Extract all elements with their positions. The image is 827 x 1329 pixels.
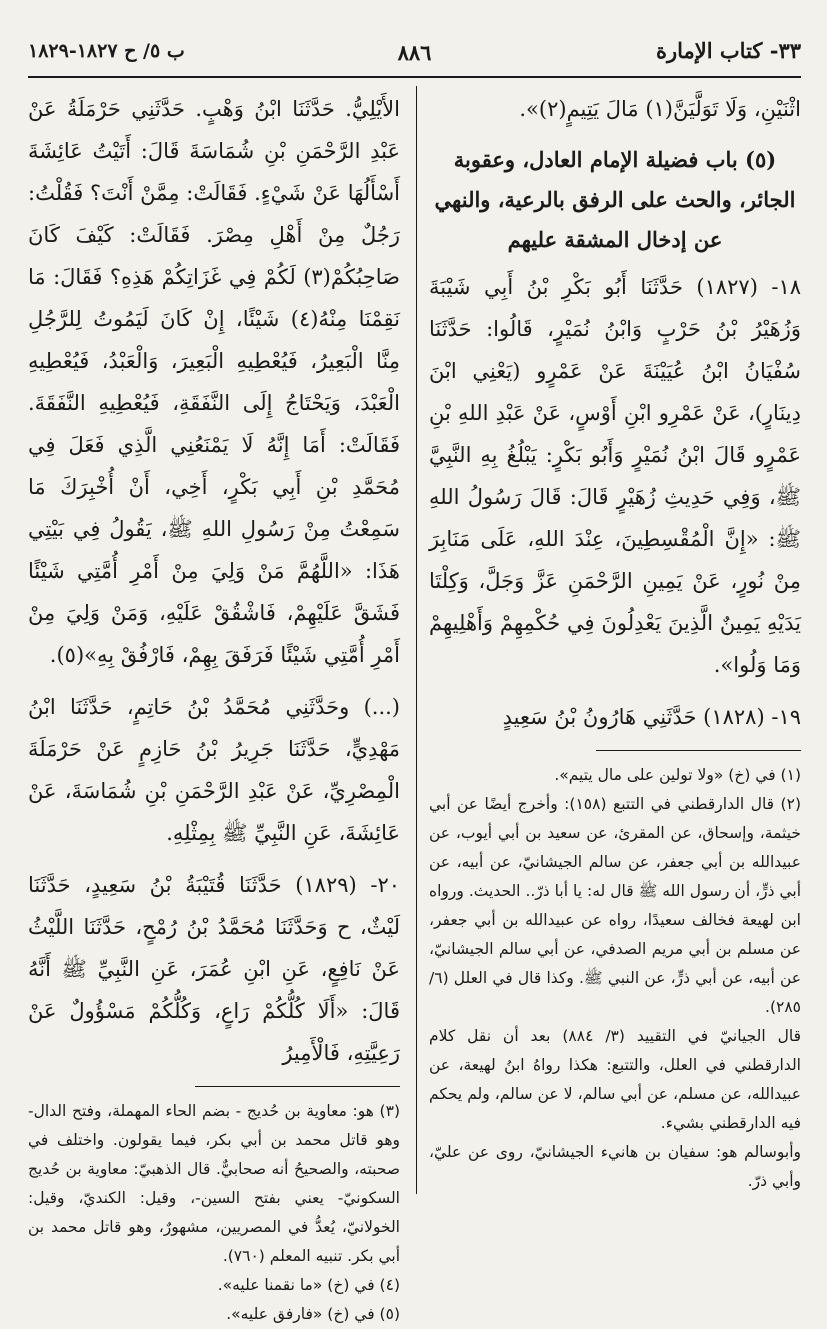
hadith-1827: ١٨- (١٨٢٧) حَدَّثَنَا أَبُو بَكْرِ بْنُ أَبِي شَيْبَةَ وَزُهَيْرُ بْنُ حَرْبٍ وَابْنُ نُمَيْرٍ، قَالُوا: حَدَّثَنَا سُفْيَانُ ابْنُ عُيَيْنَةَ عَنْ عَمْرٍو (يَعْنِي ابْنَ دِينَارٍ)، عَنْ عَمْرِو ابْنِ أَوْسٍ، عَنْ عَبْدِ اللهِ بْنِ عَمْرٍو قَالَ ابْنُ نُمَيْرٍ وَأَبُو بَكْرٍ: يَبْلُغُ بِهِ النَّبِيَّ ﷺ، وَفِي حَدِيثِ زُهَيْرٍ قَالَ: قَالَ رَسُولُ اللهِ ﷺ: «إِنَّ الْمُقْسِطِينَ، عِنْدَ اللهِ، عَلَى مَنَابِرَ مِنْ نُورٍ، عَنْ يَمِينِ الرَّحْمَنِ عَزَّ وَجَلَّ، وَكِلْتَا يَدَيْهِ يَمِينٌ الَّذِينَ يَعْدِلُونَ فِي حُكْمِهِمْ وَأَهْلِيهِمْ وَمَا وَلُوا». bbox=[429, 275, 801, 677]
page-header bbox=[28, 38, 801, 74]
hadith-1828-start: ١٩- (١٨٢٨) حَدَّثَنِي هَارُونُ بْنُ سَعِيدٍ bbox=[502, 705, 801, 729]
chapter-title: ٣٣- كتاب الإمارة bbox=[655, 38, 801, 63]
footnote-5: (٥) في (خ) «فارفق عليه». bbox=[226, 1305, 400, 1323]
hadith-1828-variant: (...) وحَدَّثَنِي مُحَمَّدُ بْنُ حَاتِمٍ، حَدَّثَنَا ابْنُ مَهْدِيٍّ، حَدَّثَنَا جَرِيرُ بْنُ حَازِمٍ عَنْ حَرْمَلَةَ الْمِصْرِيِّ، عَنْ عَبْدِ الرَّحْمَنِ بْنِ شُمَاسَةَ، عَنْ عَائِشَةَ، عَنِ النَّبِيِّ ﷺ بِمِثْلِهِ. bbox=[28, 695, 400, 845]
chapter-heading: (٥) باب فضيلة الإمام العادل، وعقوبة الجائر، والحث على الرفق بالرعية، والنهي عن إدخال المشقة عليهم bbox=[434, 147, 796, 252]
header-divider bbox=[28, 76, 801, 78]
footnote-3: (٣) هو: معاوية بن حُديج - بضم الحاء المهملة، وفتح الدال- وهو قاتل محمد بن أبي بكر، فيما يقولون. واختلف في صحبته، والصحيحُ أنه صحابيٌّ. قال الذهبيّ: معاوية بن حُديج السكونيّ- يعني بفتح السين-، وقيل: الكنديّ، وقيل: الخولانيّ، يُعدُّ في المصريين، مشهورٌ، وهو قاتل محمد بن أبي بكر. تنبيه المعلم (٧٦٠). bbox=[28, 1102, 400, 1265]
footnote-divider bbox=[195, 1086, 400, 1087]
page-number: ٨٨٦ bbox=[397, 40, 432, 65]
hadith-1829-start: ٢٠- (١٨٢٩) حَدَّثَنَا قُتَيْبَةُ بْنُ سَعِيدٍ، حَدَّثَنَا لَيْثٌ، ح وَحَدَّثَنَا مُحَمَّدُ بْنُ رُمْحٍ، حَدَّثَنَا اللَّيْثُ عَنْ نَافِعٍ، عَنِ ابْنِ عُمَرَ، عَنِ النَّبِيِّ ﷺ أَنَّهُ قَالَ: «أَلَا كُلُّكُمْ رَاعٍ، وَكُلُّكُمْ مَسْؤُولٌ عَنْ رَعِيَّتِهِ، فَالْأَمِيرُ bbox=[28, 873, 400, 1065]
footnote-2-cont-b: وأبوسالم هو: سفيان بن هانيء الجيشانيّ، روى عن عليّ، وأبي ذرّ. bbox=[429, 1143, 801, 1190]
hadith-range: ب ٥/ ح ١٨٢٧-١٨٢٩ bbox=[28, 40, 185, 62]
footnote-divider bbox=[596, 750, 801, 751]
right-column bbox=[429, 88, 801, 1196]
column-divider bbox=[416, 86, 417, 1194]
footnote-2-cont-a: قال الجيانيّ في التقييد (٣/ ٨٨٤) بعد أن نقل كلام الدارقطني في العلل، والتتبع: هكذا رواهُ ابنُ لهيعة، عن عبيدالله، عن مسلم، عن أبي سالم، لا عن سالم، ولم يحكم فيه الدارقطني بشيء. bbox=[429, 1027, 801, 1132]
hadith-continuation: اثْنَيْنِ، وَلَا تَوَلَّيَنَّ(١) مَالَ يَتِيمٍ(٢)». bbox=[519, 97, 801, 121]
footnote-2: (٢) قال الدارقطني في التتبع (١٥٨): وأخرج أيضًا عن أبي خيثمة، وإسحاق، عن المقرئ، عن سعيد بن أبي أيوب، عن عبيدالله بن أبي جعفر، عن سالم الجيشانيّ، عن أبيه، عن أبي ذرٍّ، أن رسول الله ﷺ قال له: يا أبا ذرّ.. الحديث. ورواه ابن لهيعة فخالف سعيدًا، رواه عن عبيدالله بن أبي جعفر، عن مسلم بن أبي مريم الصدفي، عن أبي سالم الجيشانيّ، عن أبيه، عن أبي ذرٍّ، عن النبي ﷺ. وكذا قال في العلل (٦/ ٢٨٥). bbox=[429, 795, 801, 1016]
footnote-4: (٤) في (خ) «ما نقمنا عليه». bbox=[217, 1276, 400, 1294]
footnote-1: (١) في (خ) «ولا تولين على مال يتيم». bbox=[554, 766, 801, 784]
left-column bbox=[28, 88, 400, 1329]
hadith-1828-body: الأَيْلِيُّ. حَدَّثَنَا ابْنُ وَهْبٍ. حَدَّثَنِي حَرْمَلَةُ عَنْ عَبْدِ الرَّحْمَنِ بْنِ شُمَاسَةَ قَالَ: أَتَيْتُ عَائِشَةَ أَسْأَلُهَا عَنْ شَيْءٍ. فَقَالَتْ: مِمَّنْ أَنْتَ؟ فَقُلْتُ: رَجُلٌ مِنْ أَهْلِ مِصْرَ. فَقَالَتْ: كَيْفَ كَانَ صَاحِبُكُمْ(٣) لَكُمْ فِي غَزَاتِكُمْ هَذِهِ؟ فَقَالَ: مَا نَقِمْنَا مِنْهُ(٤) شَيْئًا، إِنْ كَانَ لَيَمُوتُ لِلرَّجُلِ مِنَّا الْبَعِيرُ، فَيُعْطِيهِ الْبَعِيرَ، وَالْعَبْدُ، فَيُعْطِيهِ الْعَبْدَ، وَيَحْتَاجُ إِلَى النَّفَقَةِ، فَيُعْطِيهِ النَّفَقَةَ. فَقَالَتْ: أَمَا إِنَّهُ لَا يَمْنَعُنِي الَّذِي فَعَلَ فِي مُحَمَّدِ بْنِ أَبِي بَكْرٍ، أَخِي، أَنْ أُخْبِرَكَ مَا سَمِعْتُ مِنْ رَسُولِ اللهِ ﷺ، يَقُولُ فِي بَيْتِي هَذَا: «اللَّهُمَّ مَنْ وَلِيَ مِنْ أَمْرِ أُمَّتِي شَيْئًا فَشَقَّ عَلَيْهِمْ، فَاشْقُقْ عَلَيْهِ، وَمَنْ وَلِيَ مِنْ أَمْرِ أُمَّتِي شَيْئًا فَرَفَقَ بِهِمْ، فَارْفُقْ بِهِ»(٥). bbox=[28, 97, 400, 667]
